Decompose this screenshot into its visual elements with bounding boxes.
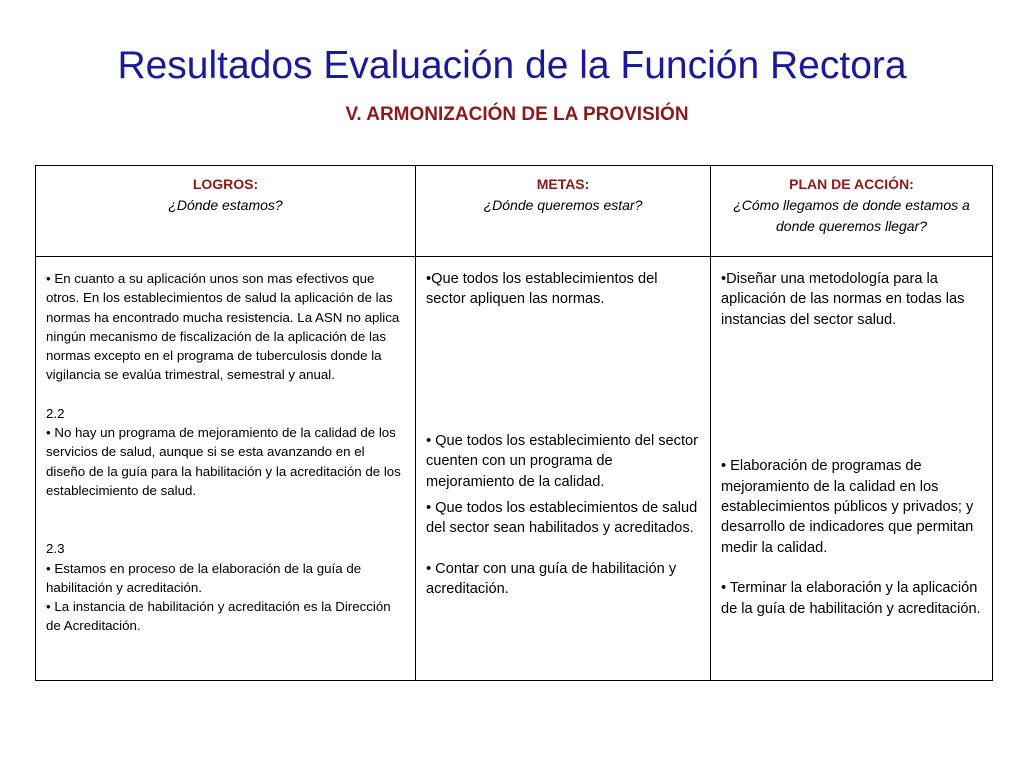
- header-metas-question: ¿Dónde queremos estar?: [483, 197, 643, 213]
- header-logros-label: LOGROS:: [192, 176, 259, 192]
- metas-paragraph-4: • Contar con una guía de habilitación y acreditación.: [426, 560, 677, 598]
- logros-paragraph-2: • No hay un programa de mejoramiento de la calidad de los servicios de salud, aunque si se esta avanzando en el diseño de la guía para la habilitación y la acreditación de los establecimiento de salud.: [46, 425, 401, 498]
- table-header-row: [36, 166, 993, 257]
- metas-paragraph-1: •Que todos los establecimientos del sector apliquen las normas.: [426, 271, 658, 308]
- header-plan-label: PLAN DE ACCIÓN:: [789, 176, 914, 192]
- header-logros: [36, 166, 416, 257]
- header-plan-question: ¿Cómo llegamos de donde estamos a donde queremos llegar?: [733, 197, 970, 234]
- evaluation-table: [35, 165, 993, 681]
- logros-cell: [36, 257, 416, 681]
- metas-cell: [416, 257, 711, 681]
- metas-paragraph-2: • Que todos los establecimiento del sector cuenten con un programa de mejoramiento de la calidad.: [426, 432, 698, 490]
- table-body-row: [36, 257, 993, 681]
- slide-subtitle: V. ARMONIZACIÓN DE LA PROVISIÓN: [345, 104, 689, 125]
- plan-paragraph-3: • Terminar la elaboración y la aplicación de la guía de habilitación y acreditación.: [721, 580, 981, 617]
- logros-paragraph-4: • La instancia de habilitación y acreditación es la Dirección de Acreditación.: [46, 599, 391, 634]
- plan-paragraph-1: •Diseñar una metodología para la aplicación de las normas en todas las instancias del sector salud.: [721, 271, 965, 328]
- logros-paragraph-1: • En cuanto a su aplicación unos son mas efectivos que otros. En los establecimientos de salud la aplicación de las normas ha encontrado mucha resistencia. La ASN no aplica ningún mecanismo de fiscalización de la aplicación de las normas excepto en el programa de tuberculosis donde la vigilancia se evalúa trimestral, semestral y anual.: [46, 271, 400, 383]
- plan-cell: [711, 257, 993, 681]
- logros-section-2-2: 2.2: [46, 405, 65, 421]
- slide-title: Resultados Evaluación de la Función Rectora: [117, 44, 907, 87]
- header-plan: [711, 166, 993, 257]
- header-logros-question: ¿Dónde estamos?: [168, 197, 283, 213]
- logros-paragraph-3: • Estamos en proceso de la elaboración de la guía de habilitación y acreditación.: [46, 560, 362, 595]
- logros-section-2-3: 2.3: [46, 541, 65, 557]
- header-metas: [416, 166, 711, 257]
- metas-paragraph-3: • Que todos los establecimientos de salud del sector sean habilitados y acreditados.: [426, 500, 698, 537]
- plan-paragraph-2: • Elaboración de programas de mejoramiento de la calidad en los establecimientos públicos y privados; y desarrollo de indicadores que permitan medir la calidad.: [721, 458, 974, 556]
- header-metas-label: METAS:: [536, 176, 590, 192]
